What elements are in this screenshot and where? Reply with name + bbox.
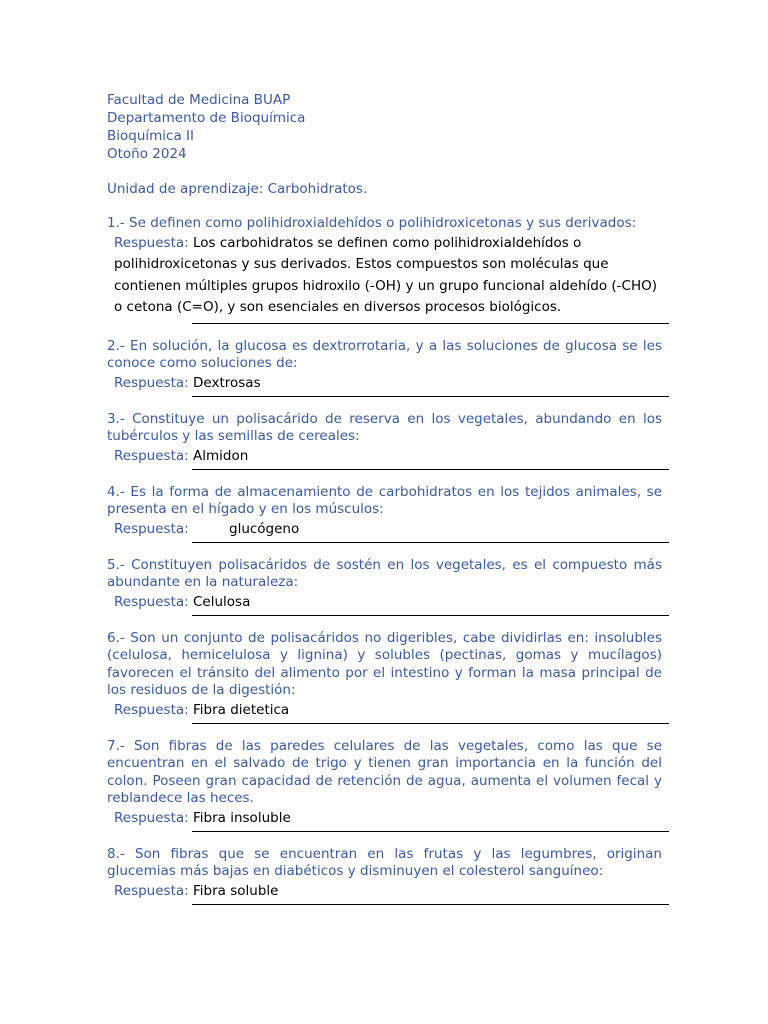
question-block-5: [107, 557, 662, 613]
answer-field[interactable]: Los carbohidratos se definen como polihidroxialdehídos o polihidroxicetonas y sus derivados. Estos compuestos son moléculas que contienen múltiples grupos hidroxilo (-OH) y un grupo funcional aldehído (-CHO) o cetona (C=O), y son esenciales en diversos procesos biológicos.: [114, 234, 658, 315]
answer-label: Respuesta:: [114, 520, 189, 537]
answer-row: [114, 808, 662, 829]
answer-row: [114, 700, 662, 721]
question-block-3: [107, 411, 662, 467]
answer-field[interactable]: Fibra soluble: [193, 882, 279, 899]
question-text: 7.- Son fibras de las paredes celulares de las vegetales, como las que se encuentran en el salvado de trigo y tienen gran importancia en la función del colon. Poseen gran capacidad de retención de agua, aumenta el volumen fecal y reblandece las heces.: [107, 737, 662, 806]
answer-underline: [192, 831, 669, 832]
question-text: 6.- Son un conjunto de polisacáridos no digeribles, cabe dividirlas en: insolubles (celulosa, hemicelulosa y lignina) y solubles (pectinas, gomas y mucílagos) favorecen el tránsito del alimento por el intestino y forman la masa principal de los residuos de la digestión:: [107, 629, 662, 698]
answer-underline: [192, 469, 669, 470]
answer-underline: [192, 615, 669, 616]
answer-underline: [192, 542, 669, 543]
answer-underline: [192, 323, 669, 324]
answer-field[interactable]: Fibra insoluble: [193, 809, 291, 826]
question-block-8: [107, 846, 662, 902]
answer-field[interactable]: Dextrosas: [193, 374, 261, 391]
answer-underline: [192, 396, 669, 397]
answer-label: Respuesta:: [114, 701, 189, 718]
answer-underline: [192, 904, 669, 905]
answer-label: Respuesta:: [114, 593, 189, 610]
question-block-1: [107, 215, 662, 321]
question-text: 8.- Son fibras que se encuentran en las frutas y las legumbres, originan glucemias más bajas en diabéticos y disminuyen el colesterol sanguíneo:: [107, 845, 662, 879]
question-block-6: [107, 630, 662, 721]
answer-field[interactable]: glucógeno: [229, 520, 300, 537]
question-block-4: [107, 484, 662, 540]
answer-row: [114, 592, 662, 613]
question-text: 4.- Es la forma de almacenamiento de carbohidratos en los tejidos animales, se presenta en el hígado y en los músculos:: [107, 483, 662, 517]
answer-field[interactable]: Fibra dietetica: [193, 701, 290, 718]
question-block-2: [107, 338, 662, 394]
term: Otoño 2024: [107, 146, 187, 162]
question-text: 1.- Se definen como polihidroxialdehídos o polihidroxicetonas y sus derivados:: [107, 215, 637, 231]
answer-row: [114, 446, 662, 467]
answer-row: [114, 373, 662, 394]
answer-row: [114, 519, 662, 540]
question-text: 3.- Constituye un polisacárido de reserva en los vegetales, abundando en los tubérculos y las semillas de cereales:: [107, 410, 662, 444]
answer-label: Respuesta:: [114, 809, 189, 826]
answer-label: Respuesta:: [114, 447, 189, 464]
department-name: Departamento de Bioquímica: [107, 110, 306, 126]
answer-row: [114, 233, 662, 321]
answer-label: Respuesta:: [114, 882, 189, 899]
answer-label: Respuesta:: [114, 374, 189, 391]
answer-label: Respuesta:: [114, 234, 189, 251]
course-name: Bioquímica II: [107, 128, 194, 144]
faculty-name: Facultad de Medicina BUAP: [107, 92, 291, 108]
document-page: [107, 91, 662, 902]
learning-unit: Unidad de aprendizaje: Carbohidratos.: [107, 181, 368, 197]
answer-underline: [192, 723, 669, 724]
answer-field[interactable]: Celulosa: [193, 593, 251, 610]
answer-row: [114, 881, 662, 902]
question-text: 5.- Constituyen polisacáridos de sostén en los vegetales, es el compuesto más abundante en la naturaleza:: [107, 556, 662, 590]
answer-field[interactable]: Almidon: [193, 447, 249, 464]
document-header: [107, 91, 662, 163]
question-block-7: [107, 738, 662, 829]
question-text: 2.- En solución, la glucosa es dextrorrotaria, y a las soluciones de glucosa se les conoce como soluciones de:: [107, 337, 662, 371]
